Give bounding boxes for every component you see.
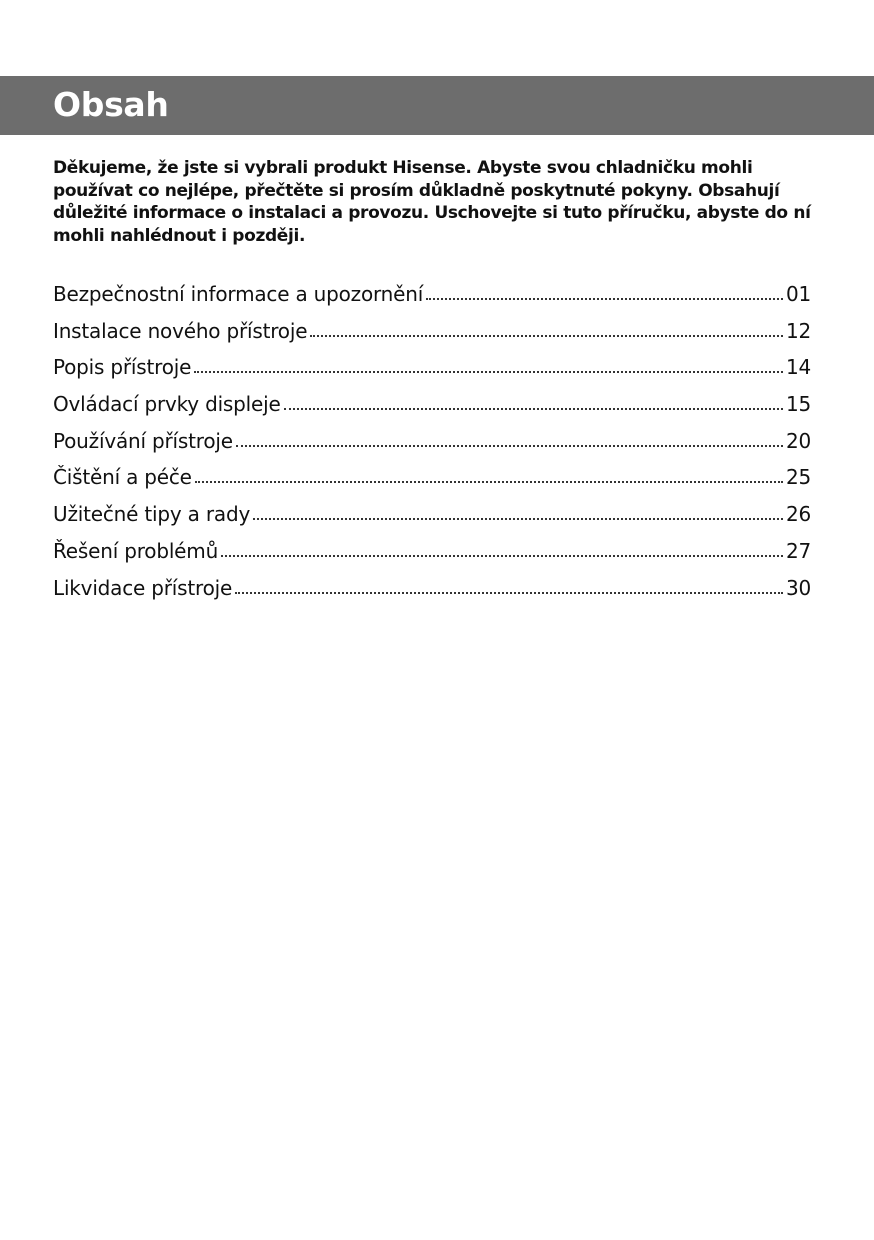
toc-entry-page: 01 [785,282,811,306]
toc-entry-page: 12 [785,318,811,343]
toc-entry-troubleshooting[interactable] [53,536,811,573]
toc-entry-installation[interactable] [53,316,811,353]
toc-entry-page: 27 [785,538,811,563]
toc-entry-page: 26 [785,502,811,527]
toc-entry-page: 15 [785,392,811,417]
toc-entry-description[interactable] [53,352,811,389]
page-title: Obsah [53,85,169,124]
toc-entry-title: Likvidace přístroje [53,575,233,600]
toc-entry-page: 14 [785,355,811,380]
toc-dot-leader [195,481,783,483]
toc-entry-title: Ovládací prvky displeje [53,392,281,417]
toc-entry-cleaning[interactable] [53,462,811,499]
toc-entry-title: Užitečné tipy a rady [53,502,251,527]
toc-dot-leader [253,518,783,520]
toc-dot-leader [284,408,783,410]
toc-dot-leader [236,445,783,447]
toc-entry-title: Instalace nového přístroje [53,318,308,343]
toc-entry-title: Čištění a péče [53,465,192,490]
toc-dot-leader [194,371,783,373]
toc-entry-title: Používání přístroje [53,428,233,453]
toc-dot-leader [235,592,783,594]
toc-dot-leader [426,298,783,300]
toc-entry-disposal[interactable] [53,573,811,610]
toc-dot-leader [310,335,783,337]
toc-dot-leader [221,555,783,557]
intro-paragraph: Děkujeme, že jste si vybrali produkt Hisense. Abyste svou chladničku mohli používat co nejlépe, přečtěte si prosím důkladně poskytnuté pokyny. Obsahují důležité informace o instalaci a provozu. Uschovejte si tuto příručku, abyste do ní mohli nahlédnout i později. [53,158,811,246]
toc-entry-usage[interactable] [53,426,811,463]
toc-entry-display-controls[interactable] [53,389,811,426]
toc-entry-page: 25 [785,465,811,490]
toc-entry-title: Popis přístroje [53,355,192,380]
toc-entry-title: Řešení problémů [53,538,219,563]
header-band [0,76,874,135]
toc-entry-title: Bezpečnostní informace a upozornění [53,282,424,306]
toc-entry-safety[interactable] [53,279,811,316]
toc-entry-page: 30 [785,575,811,600]
table-of-contents [53,279,811,609]
toc-entry-page: 20 [785,428,811,453]
toc-entry-tips[interactable] [53,499,811,536]
